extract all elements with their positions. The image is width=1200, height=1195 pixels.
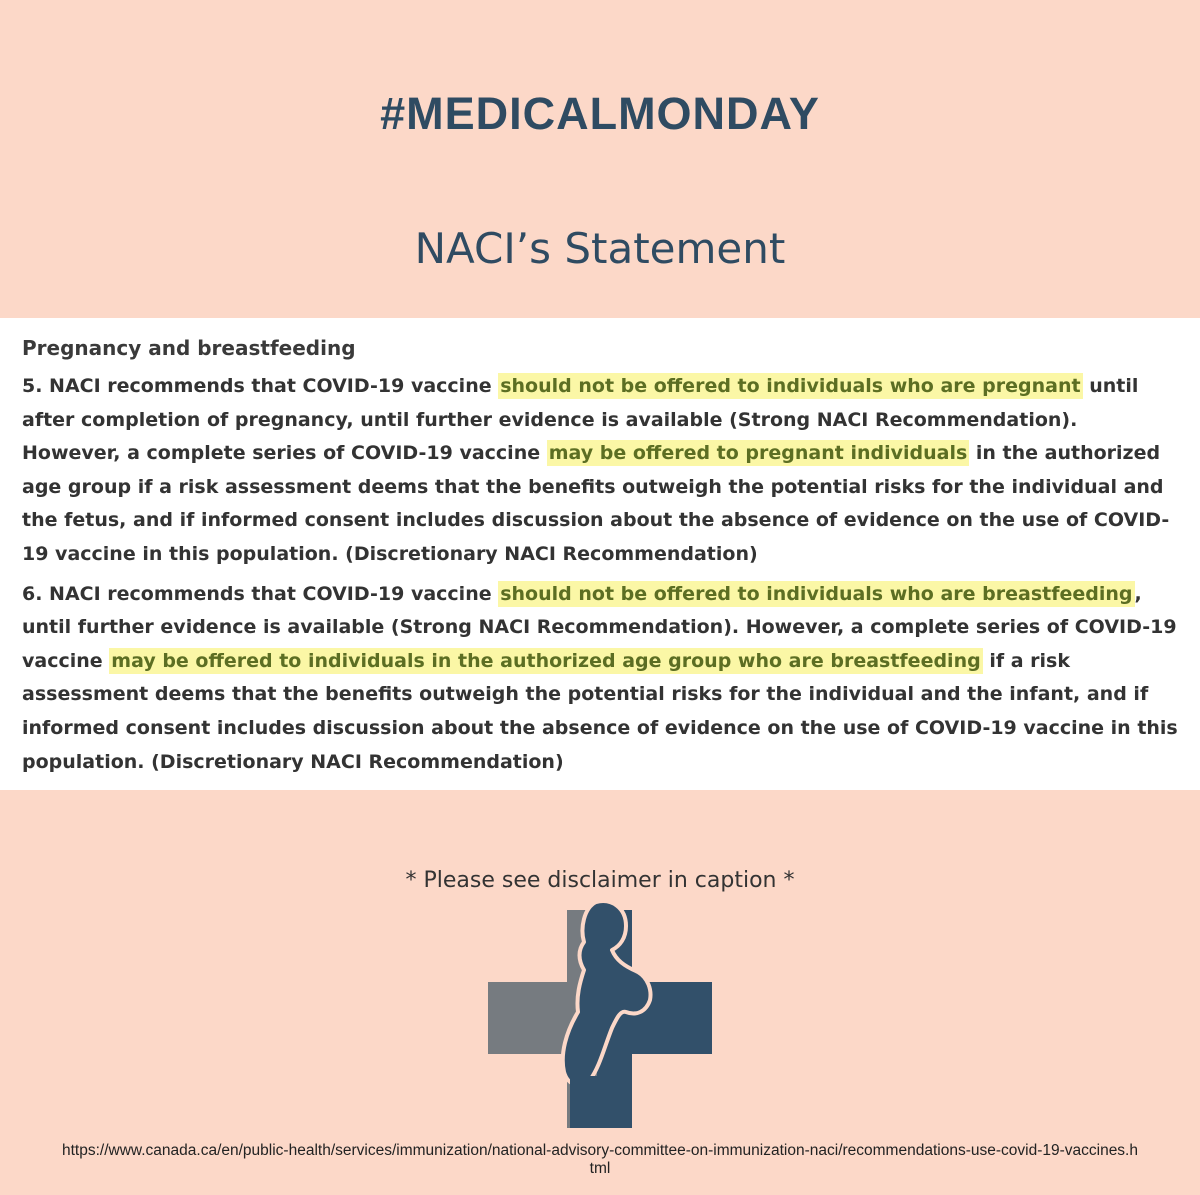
rec5-highlight-1: should not be offered to individuals who are pregnant: [500, 375, 1081, 397]
rec6-highlight-2: may be offered to individuals in the authorized age group who are breastfeeding: [111, 649, 981, 672]
section-heading: Pregnancy and breastfeeding: [22, 336, 356, 360]
rec5-text-2: until after completion of pregnancy, until further evidence is available (Strong NACI Recommendation). However, a complete series of COVID-19 vaccine: [22, 375, 1139, 465]
rec5-highlight-2: may be offered to pregnant individuals: [548, 442, 968, 465]
rec6-text-1: 6. NACI recommends that COVID-19 vaccine: [22, 582, 499, 605]
hashtag-title: #MEDICALMONDAY: [380, 88, 820, 139]
pregnant-woman-medical-cross-icon: [486, 900, 714, 1128]
rec6-text-3: if a risk assessment deems that the benefits outweigh the potential risks for the individual and the infant, and if informed consent includes discussion about the absence of evidence on the use of COVID-19 vaccine in this population. (Discretionary NACI Recommendation): [22, 649, 1178, 773]
statement-subtitle: NACI’s Statement: [414, 224, 786, 273]
recommendation-5: [22, 370, 1178, 572]
rec5-text-1: 5. NACI recommends that COVID-19 vaccine: [22, 375, 499, 397]
source-url: https://www.canada.ca/en/public-health/services/immunization/national-advisory-committee-on-immunization-naci/recommendations-use-covid-19-vaccines.html: [61, 1142, 1138, 1177]
rec5-text-3: in the authorized age group if a risk assessment deems that the benefits outweigh the potential risks for the individual and the fetus, and if informed consent includes discussion about the absence of evidence on the use of COVID-19 vaccine in this population. (Discretionary NACI Recommendation): [22, 442, 1170, 565]
disclaimer-note: * Please see disclaimer in caption *: [405, 868, 795, 893]
rec6-text-2: , until further evidence is available (Strong NACI Recommendation). However, a complete series of COVID-19 vaccine: [22, 582, 1177, 672]
rec6-highlight-1: should not be offered to individuals who are breastfeeding: [500, 582, 1133, 605]
statement-excerpt-panel: [0, 318, 1200, 790]
recommendation-6: [22, 578, 1178, 780]
